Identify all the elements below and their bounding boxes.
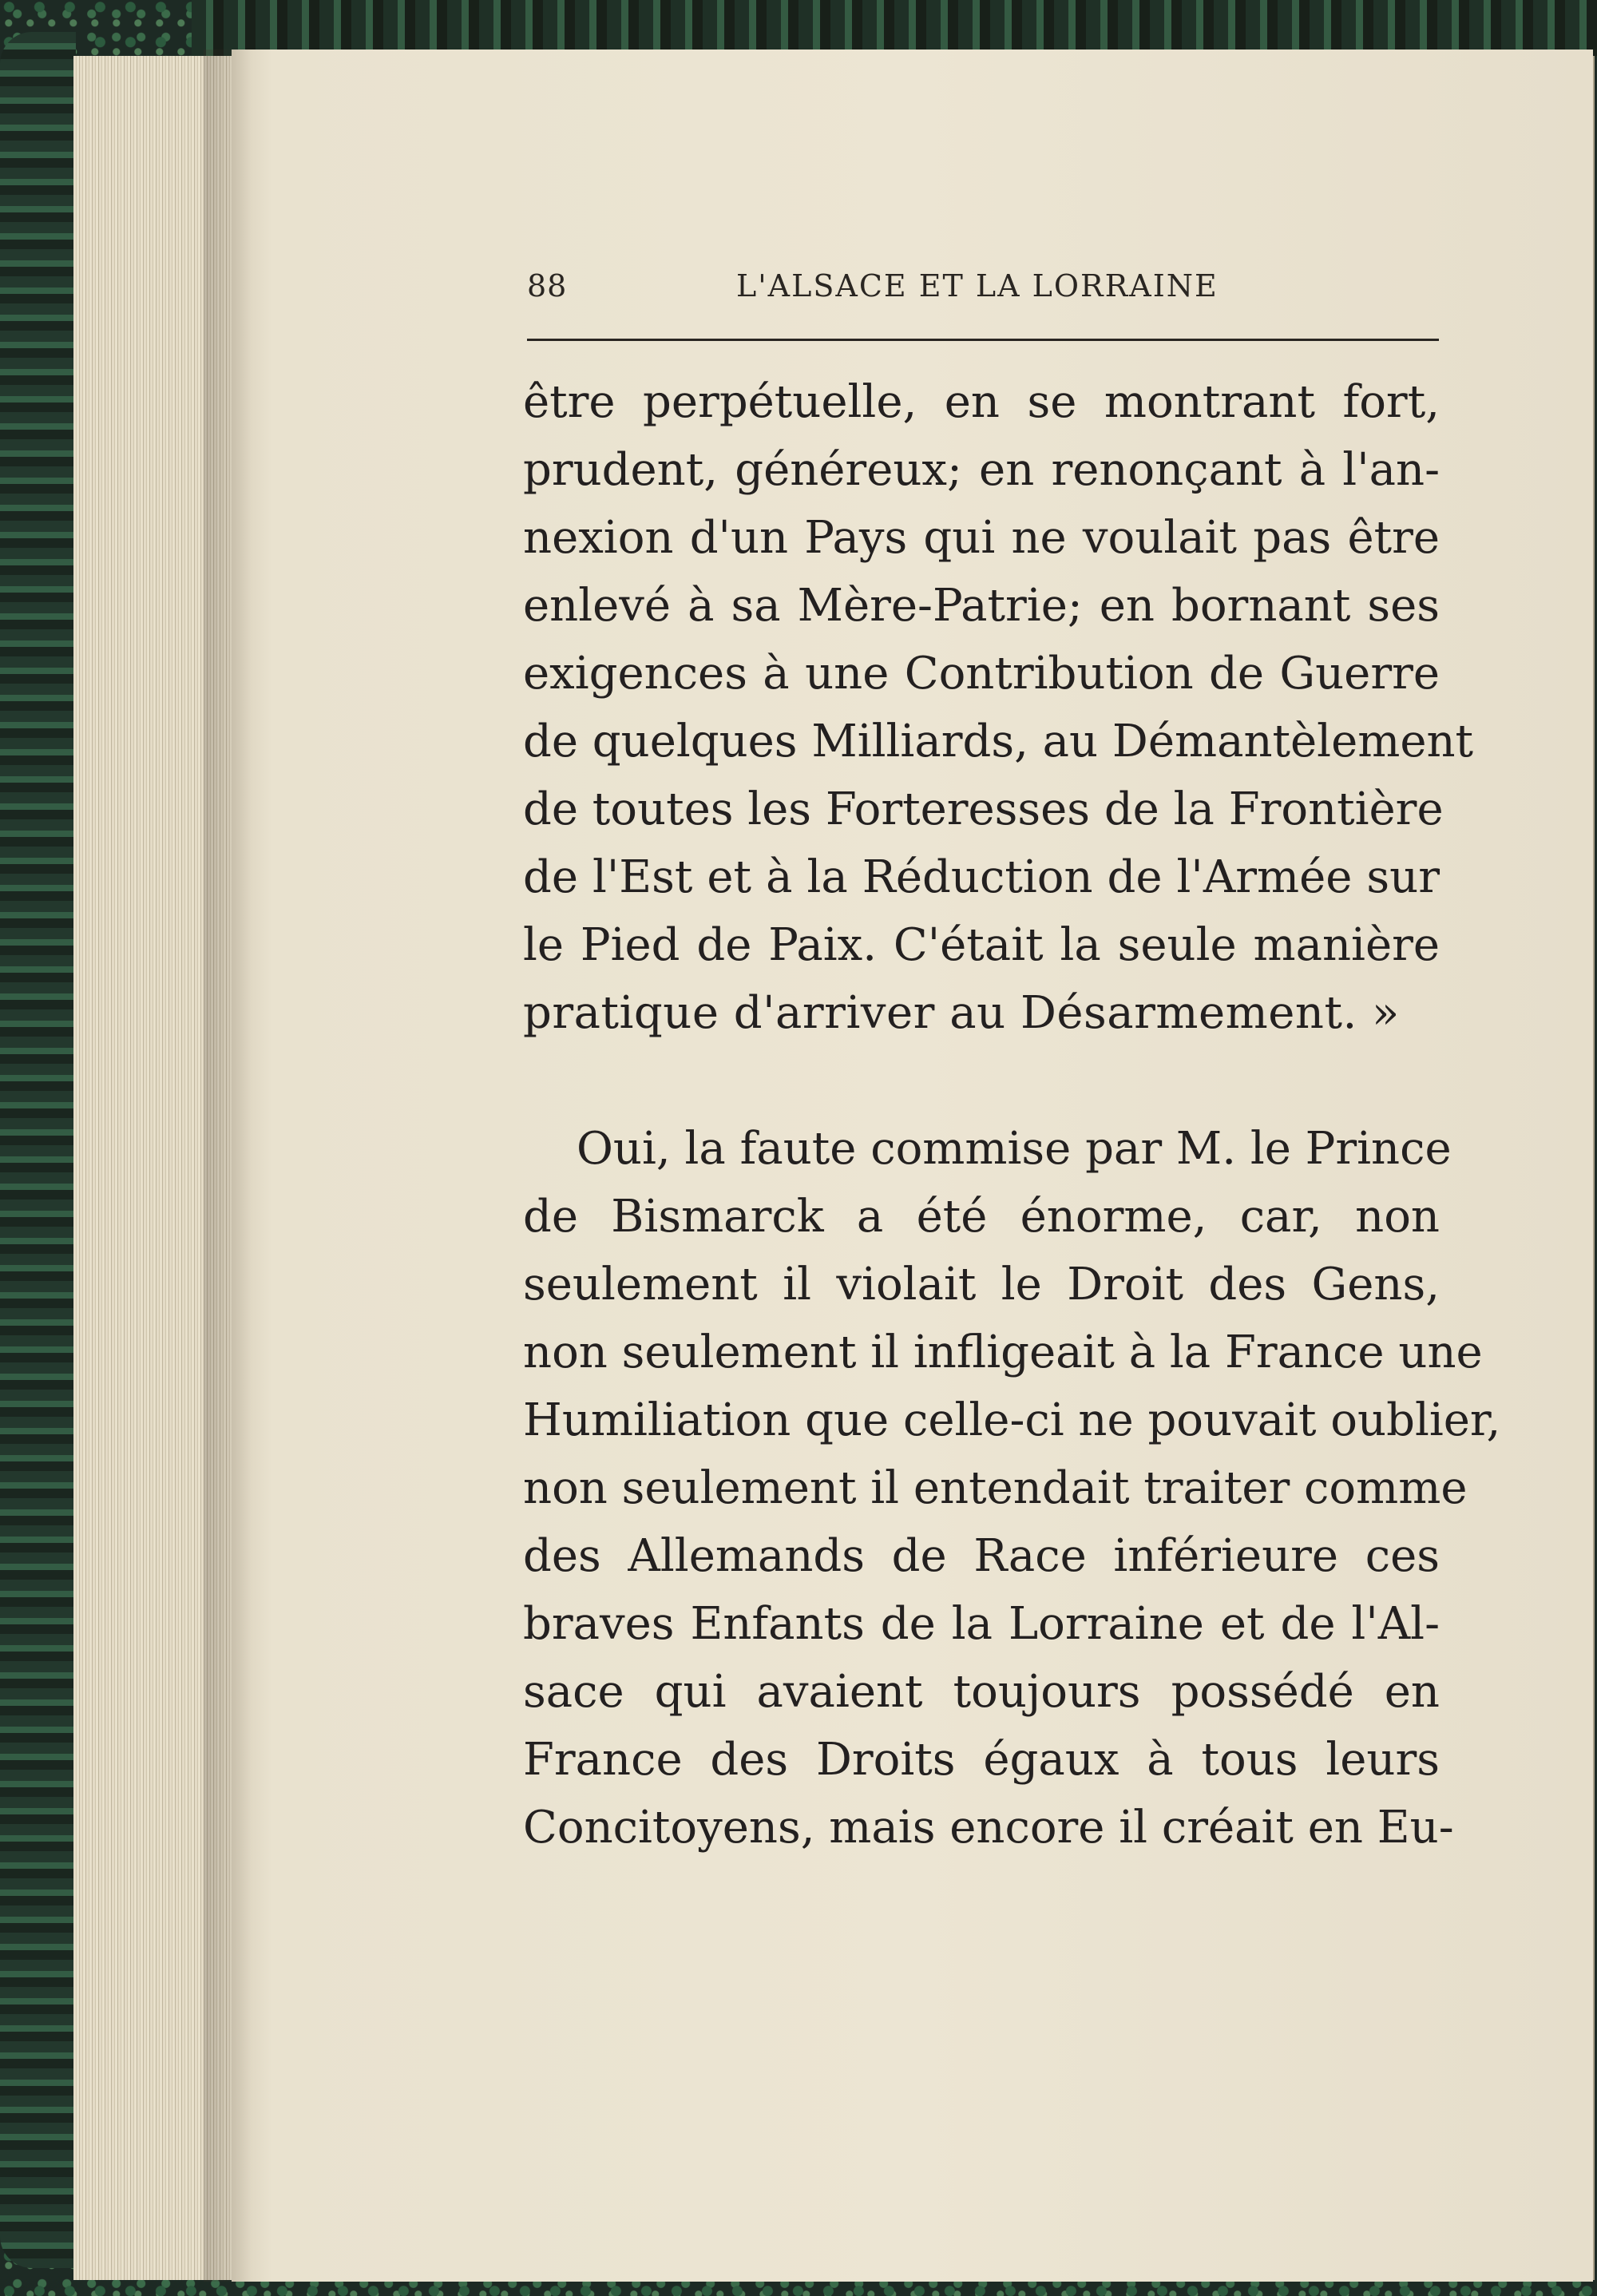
text-line: exigences à une Contribution de Guerre: [523, 648, 1440, 700]
book-top-edge: [192, 0, 1597, 56]
text-line: non seulement il infligeait à la France une: [523, 1326, 1483, 1378]
text-line: seulement il violait le Droit des Gens,: [523, 1259, 1440, 1311]
text-line: sace qui avaient toujours possédé en: [523, 1666, 1440, 1718]
text-line: prudent, généreux; en renonçant à l'an-: [523, 444, 1440, 496]
text-line: non seulement il entendait traiter comme: [523, 1462, 1468, 1514]
page-number: 88: [527, 268, 568, 303]
text-line: de Bismarck a été énorme, car, non: [523, 1191, 1440, 1243]
text-line: France des Droits égaux à tous leurs: [523, 1734, 1440, 1786]
text-line: être perpétuelle, en se montrant fort,: [523, 376, 1440, 428]
running-title: L'ALSACE ET LA LORRAINE: [736, 268, 1219, 303]
text-line: Concitoyens, mais encore il créait en Eu-: [523, 1802, 1454, 1854]
book-cover-edge: [0, 32, 76, 2268]
text-line: des Allemands de Race inférieure ces: [523, 1530, 1440, 1582]
text-line: de quelques Milliards, au Démantèlement: [523, 716, 1474, 767]
running-head: [527, 268, 1439, 313]
text-line: Humiliation que celle-ci ne pouvait oublier,: [523, 1394, 1501, 1446]
text-line: nexion d'un Pays qui ne voulait pas être: [523, 512, 1440, 564]
text-line: de toutes les Forteresses de la Frontière: [523, 783, 1444, 835]
text-line: pratique d'arriver au Désarmement. »: [523, 987, 1400, 1039]
header-rule: [527, 339, 1439, 341]
text-line: Oui, la faute commise par M. le Prince: [577, 1123, 1452, 1175]
text-line: enlevé à sa Mère-Patrie; en bornant ses: [523, 580, 1440, 632]
text-line: de l'Est et à la Réduction de l'Armée sur: [523, 851, 1440, 903]
text-line: le Pied de Paix. C'était la seule manière: [523, 919, 1440, 971]
gutter-shadow: [204, 50, 252, 2282]
text-line: braves Enfants de la Lorraine et de l'Al-: [523, 1598, 1440, 1650]
